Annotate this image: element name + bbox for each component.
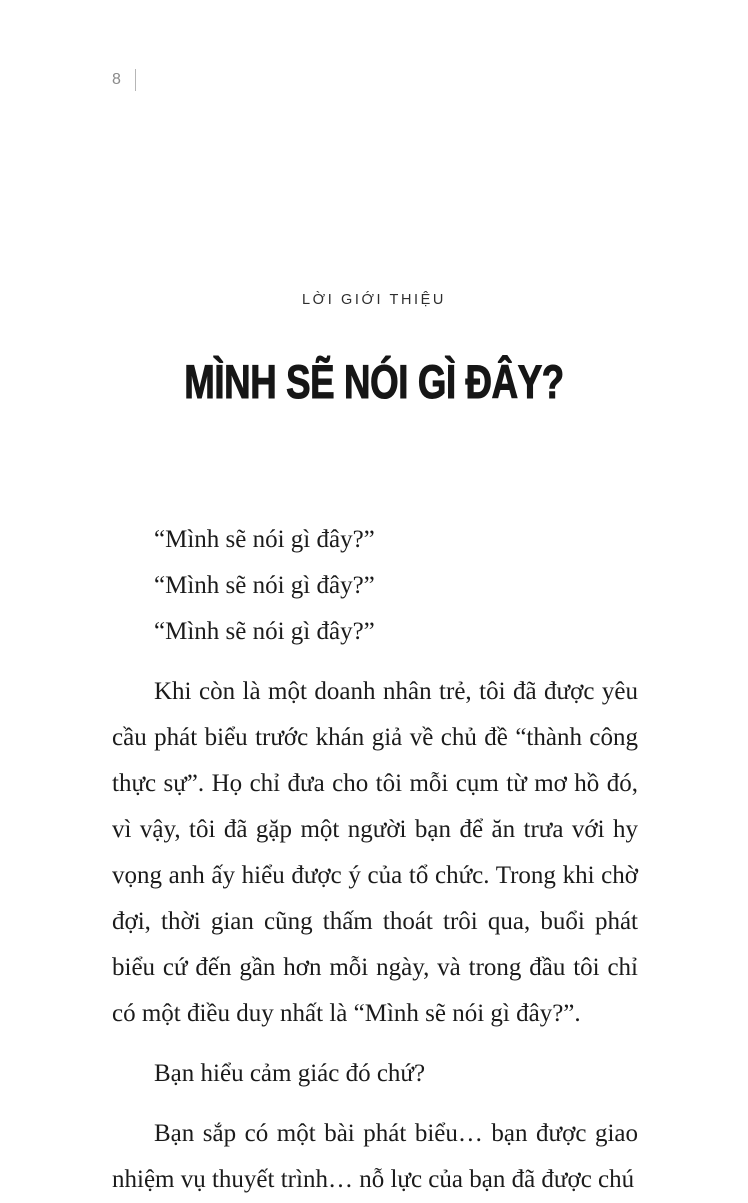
body-column (112, 517, 638, 1203)
quote-line: “Mình sẽ nói gì đây?” (154, 618, 375, 645)
chapter-title: MÌNH SẼ NÓI GÌ ĐÂY? (184, 355, 564, 409)
running-head (112, 66, 136, 94)
folio-divider (135, 69, 136, 91)
chapter-eyebrow: LỜI GIỚI THIỆU (302, 292, 446, 308)
body-paragraph: Khi còn là một doanh nhân trẻ, tôi đã được yêu cầu phát biểu trước khán giả về chủ đề “thành công thực sự”. Họ chỉ đưa cho tôi mỗi cụm từ mơ hồ đó, vì vậy, tôi đã gặp một người bạn để ăn trưa với hy vọng anh ấy hiểu được ý của tổ chức. Trong khi chờ đợi, thời gian cũng thấm thoát trôi qua, buổi phát biểu cứ đến gần hơn mỗi ngày, và trong đầu tôi chỉ có một điều duy nhất là “Mình sẽ nói gì đây?”. (112, 678, 638, 1027)
chapter-opener (0, 292, 748, 407)
page-number: 8 (112, 71, 122, 88)
body-paragraph: Bạn sắp có một bài phát biểu… bạn được giao nhiệm vụ thuyết trình… nỗ lực của bạn đã được chú (112, 1120, 638, 1193)
quote-line: “Mình sẽ nói gì đây?” (154, 572, 375, 599)
quote-line: “Mình sẽ nói gì đây?” (154, 526, 375, 553)
body-paragraph: Bạn hiểu cảm giác đó chứ? (154, 1060, 426, 1087)
